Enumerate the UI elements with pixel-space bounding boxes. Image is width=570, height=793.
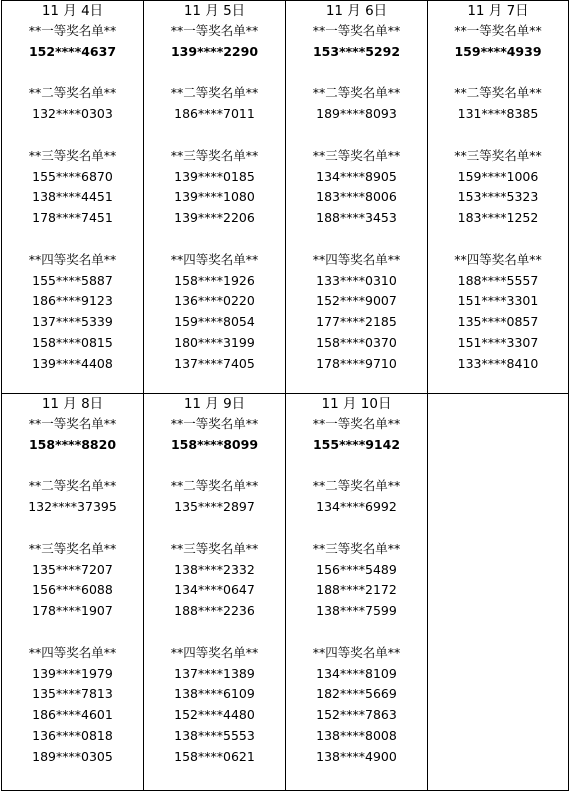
prize2-number: 135****2897 <box>174 499 255 515</box>
prize1-number: 139****2290 <box>170 43 259 59</box>
prize4-number: 138****4900 <box>316 748 397 764</box>
prize1-number: 158****8099 <box>170 436 259 452</box>
prize1-title: **一等奖名单** <box>170 416 259 431</box>
date-heading: 11 月 8日 <box>41 396 104 412</box>
prize2-number: 134****6992 <box>316 499 397 515</box>
prize4-number: 135****7813 <box>32 686 113 702</box>
prize4-number: 178****9710 <box>316 355 397 371</box>
prize3-title: **三等奖名单** <box>312 540 401 556</box>
prize3-number: 138****4451 <box>32 189 113 205</box>
prize4-number: 180****3199 <box>174 334 255 350</box>
spacer <box>428 63 568 84</box>
date-heading: 11 月 4日 <box>41 3 104 19</box>
spacer <box>2 622 143 643</box>
prize4-number: 135****0857 <box>457 314 539 330</box>
prize1-title: **一等奖名单** <box>454 23 542 38</box>
prize3-number: 135****7207 <box>32 561 113 577</box>
spacer <box>2 456 143 477</box>
winners-table <box>1 0 569 791</box>
spacer <box>428 125 568 146</box>
prize3-number: 156****6088 <box>32 582 113 598</box>
day-cell <box>286 394 428 791</box>
prize2-title: **二等奖名单** <box>170 478 259 494</box>
prize3-number: 159****1006 <box>457 168 539 184</box>
prize3-number: 155****6870 <box>32 168 113 184</box>
prize4-number: 151****3307 <box>457 334 539 350</box>
spacer <box>144 622 285 643</box>
prize3-number: 134****8905 <box>316 168 397 184</box>
prize3-number: 188****2172 <box>316 582 397 598</box>
spacer <box>144 63 285 84</box>
prize4-number: 158****0370 <box>316 334 397 350</box>
prize4-title: **四等奖名单** <box>312 644 401 660</box>
prize3-number: 134****0647 <box>174 582 255 598</box>
empty-cell <box>428 394 569 791</box>
day-cell <box>428 1 569 394</box>
spacer <box>2 125 143 146</box>
table-row <box>2 1 569 394</box>
prize1-number: 159****4939 <box>454 43 542 59</box>
prize1-title: **一等奖名单** <box>312 416 401 431</box>
spacer <box>2 63 143 84</box>
prize3-number: 178****1907 <box>32 603 113 619</box>
prize4-number: 186****9123 <box>32 293 113 309</box>
prize3-number: 178****7451 <box>32 210 113 226</box>
prize1-title: **一等奖名单** <box>28 416 117 431</box>
prize3-number: 138****2332 <box>174 561 255 577</box>
spacer <box>144 125 285 146</box>
prize1-number: 153****5292 <box>312 43 401 59</box>
spacer <box>144 456 285 477</box>
spacer <box>2 518 143 539</box>
prize4-title: **四等奖名单** <box>312 251 401 267</box>
prize4-number: 152****7863 <box>316 707 397 723</box>
prize4-number: 188****5557 <box>457 272 539 288</box>
prize2-title: **二等奖名单** <box>170 85 259 101</box>
table-row <box>2 394 569 791</box>
prize2-title: **二等奖名单** <box>28 478 117 494</box>
prize4-number: 139****4408 <box>32 355 113 371</box>
prize4-number: 152****9007 <box>316 293 397 309</box>
prize3-title: **三等奖名单** <box>28 540 117 556</box>
prize4-number: 133****0310 <box>316 272 397 288</box>
prize2-title: **二等奖名单** <box>312 85 401 101</box>
day-cell <box>144 394 286 791</box>
spacer <box>286 622 427 643</box>
prize4-number: 158****1926 <box>174 272 255 288</box>
prize4-number: 182****5669 <box>316 686 397 702</box>
prize2-number: 132****0303 <box>32 106 113 122</box>
prize3-number: 183****8006 <box>316 189 397 205</box>
prize4-number: 136****0220 <box>174 293 255 309</box>
prize4-number: 137****1389 <box>174 665 255 681</box>
prize2-title: **二等奖名单** <box>312 478 401 494</box>
prize4-number: 155****5887 <box>32 272 113 288</box>
prize3-number: 139****2206 <box>174 210 255 226</box>
prize1-title: **一等奖名单** <box>170 23 259 38</box>
prize4-number: 138****8008 <box>316 727 397 743</box>
prize4-number: 138****6109 <box>174 686 255 702</box>
prize4-title: **四等奖名单** <box>28 644 117 660</box>
date-heading: 11 月 6日 <box>325 3 388 19</box>
prize3-number: 153****5323 <box>457 189 539 205</box>
prize4-number: 158****0621 <box>174 748 255 764</box>
date-heading: 11 月 5日 <box>183 3 246 19</box>
prize4-number: 151****3301 <box>457 293 539 309</box>
prize3-title: **三等奖名单** <box>170 540 259 556</box>
prize3-number: 156****5489 <box>316 561 397 577</box>
prize3-title: **三等奖名单** <box>170 147 259 163</box>
prize1-number: 152****4637 <box>28 43 117 59</box>
spacer <box>2 229 143 250</box>
spacer <box>428 229 568 250</box>
prize4-number: 159****8054 <box>174 314 255 330</box>
prize3-number: 139****1080 <box>174 189 255 205</box>
day-cell <box>2 394 144 791</box>
prize4-title: **四等奖名单** <box>170 251 259 267</box>
prize2-number: 189****8093 <box>316 106 397 122</box>
prize2-title: **二等奖名单** <box>454 85 542 101</box>
prize3-number: 138****7599 <box>316 603 397 619</box>
prize3-number: 188****2236 <box>174 603 255 619</box>
prize4-number: 136****0818 <box>32 727 113 743</box>
prize4-title: **四等奖名单** <box>170 644 259 660</box>
prize2-number: 131****8385 <box>457 106 539 122</box>
prize3-title: **三等奖名单** <box>28 147 117 163</box>
spacer <box>286 229 427 250</box>
date-heading: 11 月 9日 <box>183 396 246 412</box>
prize4-number: 177****2185 <box>316 314 397 330</box>
prize4-number: 133****8410 <box>457 355 539 371</box>
day-cell <box>2 1 144 394</box>
prize2-number: 132****37395 <box>28 499 117 515</box>
prize4-number: 186****4601 <box>32 707 113 723</box>
spacer <box>144 518 285 539</box>
prize3-title: **三等奖名单** <box>312 147 401 163</box>
prize4-number: 158****0815 <box>32 334 113 350</box>
prize1-number: 155****9142 <box>312 436 401 452</box>
spacer <box>144 229 285 250</box>
prize4-number: 152****4480 <box>174 707 255 723</box>
prize1-title: **一等奖名单** <box>28 23 117 38</box>
prize4-number: 134****8109 <box>316 665 397 681</box>
spacer <box>286 63 427 84</box>
prize3-number: 139****0185 <box>174 168 255 184</box>
prize3-number: 183****1252 <box>457 210 539 226</box>
prize1-title: **一等奖名单** <box>312 23 401 38</box>
day-cell <box>144 1 286 394</box>
prize4-title: **四等奖名单** <box>454 251 542 267</box>
prize4-title: **四等奖名单** <box>28 251 117 267</box>
prize3-title: **三等奖名单** <box>454 147 542 163</box>
spacer <box>286 456 427 477</box>
prize4-number: 137****5339 <box>32 314 113 330</box>
prize2-title: **二等奖名单** <box>28 85 117 101</box>
prize4-number: 139****1979 <box>32 665 113 681</box>
date-heading: 11 月 10日 <box>321 396 392 412</box>
prize3-number: 188****3453 <box>316 210 397 226</box>
prize2-number: 186****7011 <box>174 106 255 122</box>
prize4-number: 138****5553 <box>174 727 255 743</box>
prize4-number: 189****0305 <box>32 748 113 764</box>
date-heading: 11 月 7日 <box>467 3 529 19</box>
spacer <box>286 125 427 146</box>
prize1-number: 158****8820 <box>28 436 117 452</box>
spacer <box>286 518 427 539</box>
day-cell <box>286 1 428 394</box>
prize4-number: 137****7405 <box>174 355 255 371</box>
